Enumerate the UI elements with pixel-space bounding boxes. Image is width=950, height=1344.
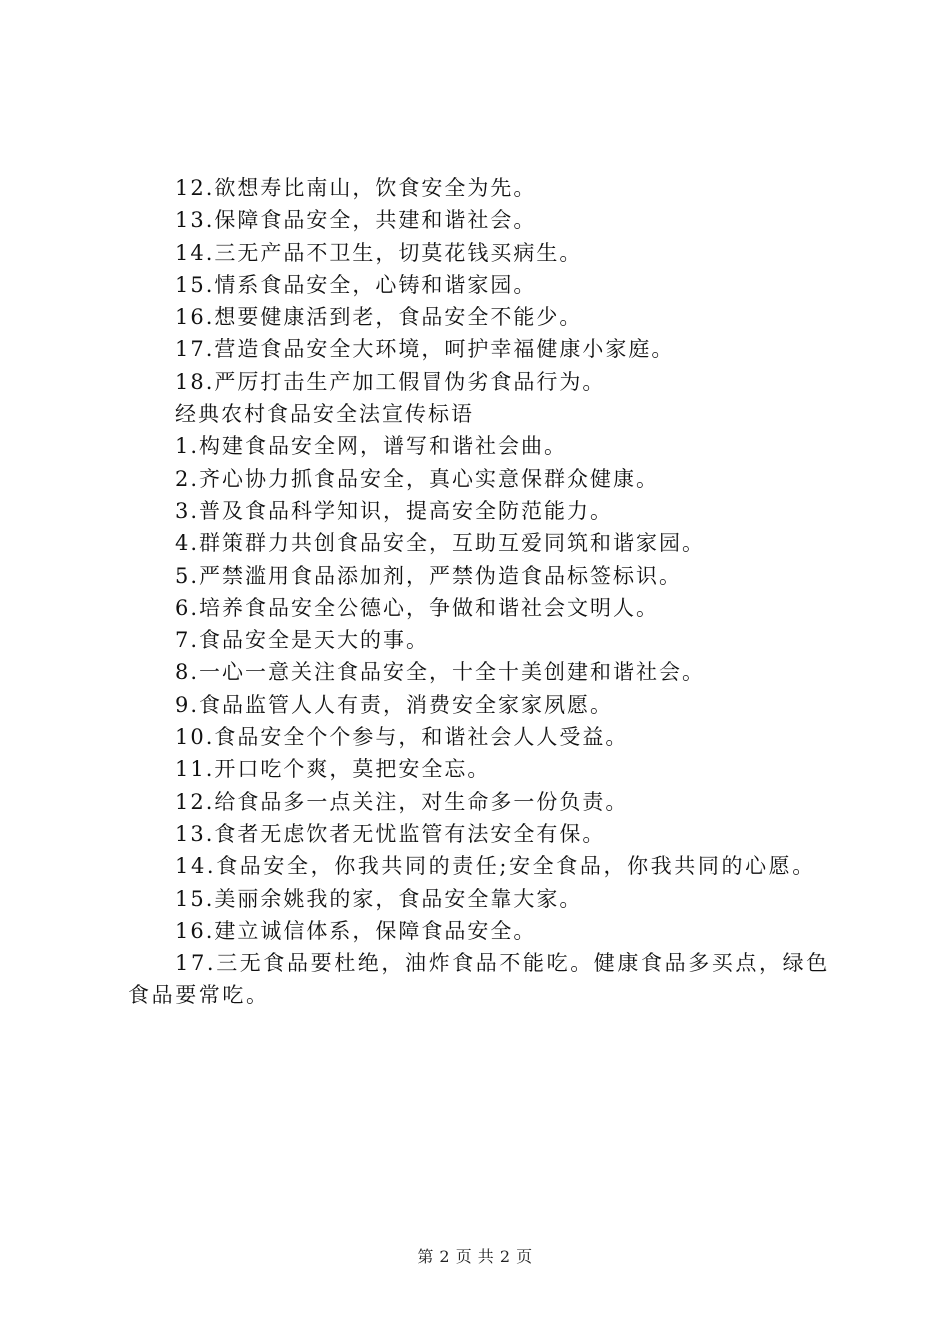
- slogan-line: 2.齐心协力抓食品安全，真心实意保群众健康。: [175, 466, 660, 491]
- slogan-line: 5.严禁滥用食品添加剂，严禁伪造食品标签标识。: [175, 563, 683, 588]
- slogan-line: 17.营造食品安全大环境，呵护幸福健康小家庭。: [175, 337, 675, 362]
- slogan-line: 13.保障食品安全，共建和谐社会。: [175, 208, 537, 233]
- slogan-line: 6.培养食品安全公德心，争做和谐社会文明人。: [175, 595, 660, 620]
- section-heading: 经典农村食品安全法宣传标语: [175, 402, 474, 427]
- slogan-line: 7.食品安全是天大的事。: [175, 628, 430, 653]
- slogan-line: 11.开口吃个爽，莫把安全忘。: [175, 757, 491, 782]
- slogan-line: 18.严厉打击生产加工假冒伪劣食品行为。: [175, 369, 606, 394]
- slogan-line: 12.欲想寿比南山，饮食安全为先。: [175, 176, 537, 200]
- document-body: [128, 172, 838, 1012]
- slogan-line: 3.普及食品科学知识，提高安全防范能力。: [175, 498, 614, 523]
- slogan-line: 1.构建食品安全网，谱写和谐社会曲。: [175, 434, 568, 459]
- slogan-paragraph: 14.食品安全，你我共同的责任;安全食品，你我共同的心愿。: [175, 854, 816, 879]
- slogan-line: 16.建立诚信体系，保障食品安全。: [175, 918, 537, 943]
- page-footer: 第 2 页 共 2 页: [417, 1247, 533, 1266]
- slogan-line: 9.食品监管人人有责，消费安全家家夙愿。: [175, 692, 614, 717]
- slogan-line: 15.美丽余姚我的家，食品安全靠大家。: [175, 886, 583, 911]
- slogan-line: 14.三无产品不卫生，切莫花钱买病生。: [175, 240, 583, 265]
- slogan-line: 8.一心一意关注食品安全，十全十美创建和谐社会。: [175, 660, 706, 685]
- slogan-line: 16.想要健康活到老，食品安全不能少。: [175, 305, 583, 330]
- slogan-line: 4.群策群力共创食品安全，互助互爱同筑和谐家园。: [175, 531, 706, 556]
- slogan-line: 10.食品安全个个参与，和谐社会人人受益。: [175, 725, 629, 750]
- slogan-line: 13.食者无虑饮者无忧监管有法安全有保。: [175, 821, 606, 846]
- slogan-paragraph: 17.三无食品要杜绝，油炸食品不能吃。健康食品多买点，绿色食品要常吃。: [128, 951, 830, 1008]
- slogan-line: 12.给食品多一点关注，对生命多一份负责。: [175, 789, 629, 814]
- slogan-line: 15.情系食品安全，心铸和谐家园。: [175, 272, 537, 297]
